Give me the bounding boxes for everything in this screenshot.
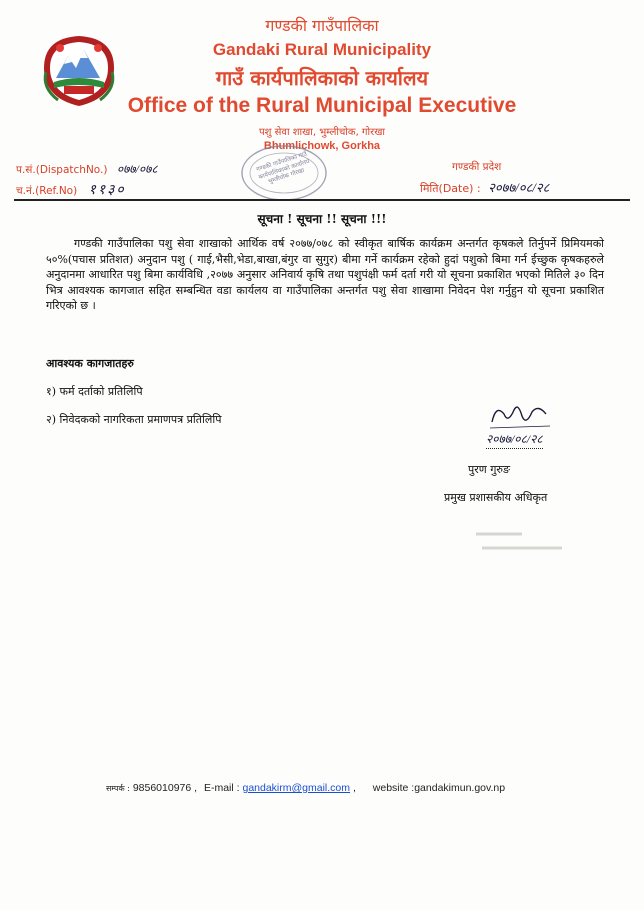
dispatch-label: प.सं.(DispatchNo.): [16, 164, 108, 176]
office-stamp: [238, 142, 330, 204]
province-label: गण्डकी प्रदेश: [452, 161, 502, 173]
notice-paragraph: गण्डकी गाउँपालिका पशु सेवा शाखाको आर्थिक वर्ष २०७७/०७८ को स्वीकृत बार्षिक कार्यक्रम अन्तर्गत कृषकले तिर्नुपर्ने प्रिमियमको ५०%(पचास प्रतिशत) अनुदान पशु ( गाई,भैसी,भेडा,बाखा,बंगुर वा सुगुर) बीमा गर्ने कार्यक्रम रहेको हुदां पशुको बिमा गर्न ईच्छुक कृषकहरुले अनुदानमा आधारित पशु बिमा कार्यविधि ,२०७७ अनुसार अनिवार्य कृषि तथा पशुपंक्षी फर्म दर्ता गरी यो सूचना प्रकाशित भएको मितिले ३० दिन भित्र आवश्यक कागजात सहित सम्बन्धित वडा कार्यलय वा गाउँपालिका अन्तर्गत पशु सेवा शाखामा निवेदन पेश गर्नुहुन यो सूचना प्रकाशित गरिएको छ ।: [46, 237, 604, 312]
date-label: मिति(Date) :: [420, 182, 481, 195]
date-field: [420, 178, 549, 196]
municipality-english: Gandaki Rural Municipality: [212, 40, 432, 59]
signature-scribble: [486, 400, 556, 434]
email-link[interactable]: gandakirm@gmail.com: [242, 782, 351, 794]
document-item-1: १) फर्म दर्ताको प्रतिलिपि: [46, 385, 143, 398]
ref-label: च.नं.(Ref.No): [16, 185, 78, 197]
signature-date: २०७७/०८/२८: [486, 430, 543, 449]
address-english: Bhumlichowk, Gorkha: [263, 140, 381, 152]
bleed-through-mark: [462, 524, 572, 564]
contact-label: सम्पर्क :: [106, 784, 130, 793]
dispatch-value: ०७७/०७८: [116, 162, 158, 176]
branch-address-nepali: पशु सेवा शाखा, भुम्लीचोक, गोरखा: [258, 127, 386, 138]
municipality-nepali: गण्डकी गाउँपालिका: [265, 16, 379, 35]
office-nepali: गाउँ कार्यपालिकाको कार्यालय: [215, 66, 429, 90]
signatory-name: पुरण गुरुङ: [468, 463, 510, 476]
stamp-text: गण्डकी गाउँपालिका गाउँ कार्यपालिकाको कार्यालय भुम्लीचोक गोरखा: [255, 150, 311, 186]
website-label: website :: [372, 782, 415, 794]
email-label: E-mail :: [203, 782, 240, 794]
document-item-2: २) निवेदकको नागरिकता प्रमाणपत्र प्रतिलिपि: [46, 413, 222, 426]
date-value: २०७७/०८/२८: [488, 180, 550, 195]
footer-contact: [106, 782, 505, 794]
notice-title: सूचना ! सूचना !! सूचना !!!: [257, 212, 387, 226]
office-english: Office of the Rural Municipal Executive: [127, 94, 517, 117]
header-divider: [14, 199, 630, 201]
email-separator: ,: [352, 782, 356, 794]
documents-heading: आवश्यक कागजातहरु: [46, 357, 134, 370]
reference-number: [16, 180, 126, 199]
contact-phone: 9856010976 ,: [132, 782, 198, 794]
dispatch-number: [16, 160, 158, 177]
website-link[interactable]: gandakimun.gov.np: [414, 782, 506, 794]
signatory-designation: प्रमुख प्रशासकीय अधिकृत: [444, 491, 548, 504]
ref-value: ११३०: [88, 183, 126, 198]
